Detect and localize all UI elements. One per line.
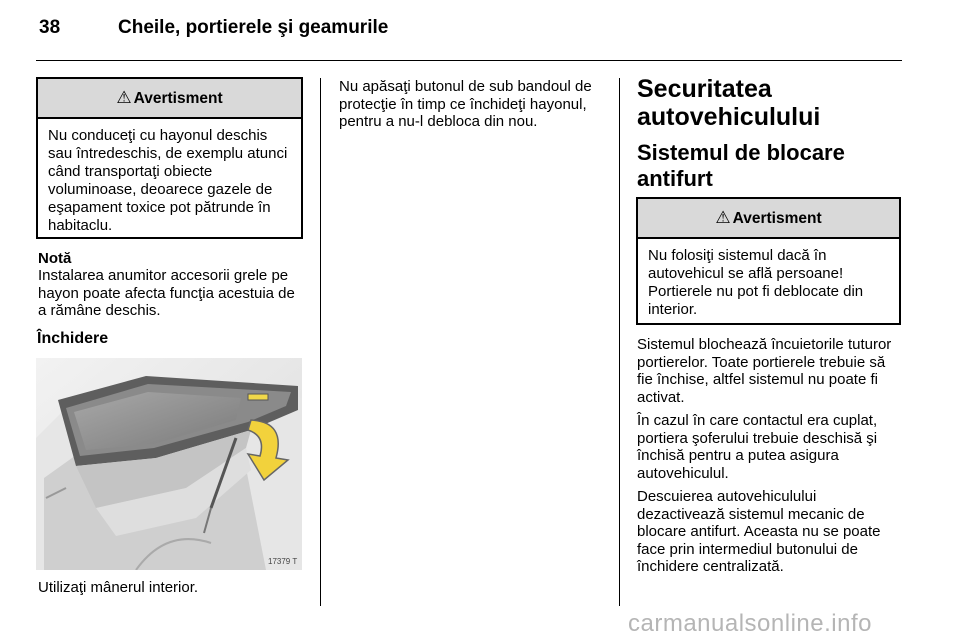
header-divider: [36, 60, 902, 61]
figure-code: 17379 T: [268, 557, 298, 566]
warning-header: [638, 199, 899, 239]
note-text: Instalarea anumitor accesorii grele pe hayon poate afecta funcţia acestuia de a rămâne deschis.: [38, 267, 295, 319]
section-title-closing: Închidere: [37, 330, 109, 347]
warning-box-antitheft: [636, 197, 901, 325]
paragraph: Sistemul blochează încuietorile tuturor portierelor. Toate portierele trebuie să fie închise, altfel sistemul nu poate fi activat.: [637, 336, 892, 406]
section-heading-security: Securitatea autovehiculului: [637, 75, 821, 131]
watermark: carmanualsonline.info: [628, 610, 872, 637]
column2-text: Nu apăsaţi butonul de sub bandoul de protecţie în timp ce închideţi hayonul, pentru a nu-l debloca din nou.: [339, 78, 592, 130]
warning-title: Avertisment: [732, 210, 822, 227]
warning-text: Nu folosiţi sistemul dacă în autovehicul se află persoane! Portierele nu pot fi deblocate din interior.: [648, 247, 864, 318]
warning-header: [38, 79, 301, 119]
note-title: Notă: [38, 250, 72, 267]
column-divider-1: [320, 78, 321, 606]
tailgate-illustration: [36, 358, 302, 570]
page-title: Cheile, portierele şi geamurile: [118, 17, 389, 38]
warning-title: Avertisment: [133, 90, 223, 107]
paragraph: În cazul în care contactul era cuplat, portiera şoferului trebuie deschisă şi închisă pentru a putea asigura autovehiculul.: [637, 412, 878, 482]
figure-caption: Utilizaţi mânerul interior.: [38, 579, 199, 596]
page-number: 38: [39, 17, 61, 38]
warning-triangle-icon: ⚠: [116, 88, 132, 107]
warning-text: Nu conduceţi cu hayonul deschis sau întredeschis, de exemplu atunci când transportaţi obiecte voluminoase, deoarece gazele de eşapament toxice pot pătrunde în habitaclu.: [48, 127, 288, 234]
subheading-antitheft: Sistemul de blocare antifurt: [637, 140, 845, 191]
warning-triangle-icon: ⚠: [715, 208, 731, 227]
tailgate-illustration-svg: [36, 358, 302, 570]
paragraph: Descuierea autovehiculului dezactivează sistemul mecanic de blocare antifurt. Aceasta nu se poate face prin intermediul butonului de închidere centralizată.: [637, 488, 881, 575]
column-divider-2: [619, 78, 620, 606]
column3-body: [637, 336, 902, 582]
warning-box: [36, 77, 303, 239]
